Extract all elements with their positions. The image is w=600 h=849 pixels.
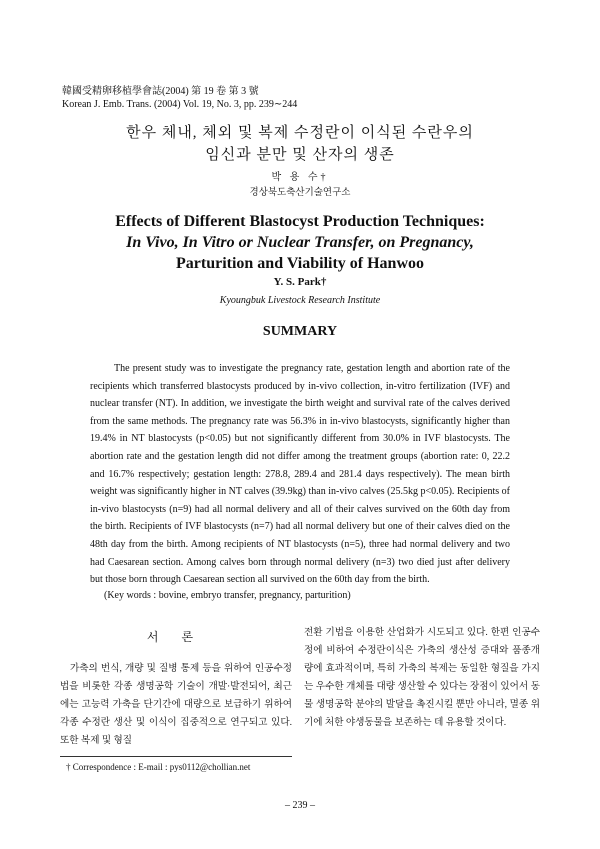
korean-title-line2: 임신과 분만 및 산자의 생존 bbox=[205, 147, 395, 163]
correspondence-footnote: † Correspondence : E-mail : pys0112@chollian.net bbox=[66, 762, 251, 772]
introduction-left-text: 가축의 번식, 개량 및 질병 통제 등을 위하여 인공수정법을 비롯한 각종 생명공학 기술이 개발·발전되어, 최근에는 고능력 가축을 단기간에 대량으로 보급하기 위하여 각종 수정란 생산 및 이식이 집중적으로 연구되고 있다. 또한 복제 및 형질 bbox=[60, 663, 292, 746]
page-number: – 239 – bbox=[285, 800, 315, 811]
journal-header-korean: 韓國受精卵移植學會誌(2004) 第 19 卷 第 3 號 bbox=[62, 86, 259, 97]
korean-title-line1: 한우 체내, 체외 및 복제 수정란이 이식된 수란우의 bbox=[126, 125, 474, 141]
journal-header-english: Korean J. Emb. Trans. (2004) Vol. 19, No. 3, pp. 239∼244 bbox=[62, 99, 298, 110]
english-title-line1: Effects of Different Blastocyst Production Techniques: bbox=[115, 213, 485, 230]
korean-affiliation: 경상북도축산기술연구소 bbox=[249, 188, 351, 198]
introduction-right-text: 전환 기법을 이용한 산업화가 시도되고 있다. 한편 인공수정에 비하여 수정란이식은 가축의 생산성 증대와 품종개량에 효과적이며, 특히 가축의 복제는 동일한 형질을 가지는 우수한 개체를 대량 생산할 수 있다는 장점이 있어서 동물 생명공학 분야의 발달을 촉진시킬 뿐만 아니라, 멸종 위기에 처한 야생동물을 보존하는 데 유용할 것이다. bbox=[304, 627, 540, 728]
english-author: Y. S. Park† bbox=[273, 276, 327, 288]
keywords: (Key words : bovine, embryo transfer, pregnancy, parturition) bbox=[104, 590, 351, 601]
abstract-body bbox=[90, 360, 510, 589]
introduction-right-column bbox=[304, 624, 540, 732]
summary-heading: SUMMARY bbox=[262, 324, 338, 339]
introduction-left-column bbox=[60, 660, 292, 750]
english-affiliation: Kyoungbuk Livestock Research Institute bbox=[219, 295, 381, 306]
footnote-divider bbox=[60, 756, 292, 757]
english-title-line3: Parturition and Viability of Hanwoo bbox=[175, 255, 425, 272]
english-title-line2: In Vivo, In Vitro or Nuclear Transfer, on Pregnancy, bbox=[126, 234, 474, 251]
abstract-text: The present study was to investigate the pregnancy rate, gestation length and abortion rate of the recipients which transferred blastocysts produced by in-vivo collection, in-vitro fertilization (IVF) and nuclear transfer (NT). In addition, we investigate the birth weight and survival rate of the calves derived from the same methods. The pregnancy rate was 56.3% in in-vivo blastocysts, significantly higher than 19.4% in NT blastocysts (p<0.05) but not significantly different from 30.0% in IVF blastocysts. The abortion rate and the gestation length did not differ among the treatment groups (abortion rate: 0, 22.2 and 16.7% respectively; gestation length: 278.8, 289.4 and 281.4 days respectively). The mean birth weight was significantly higher in NT calves (39.9kg) than in-vivo calves (25.5kg p<0.05). Recipients of in-vivo blastocysts (n=9) had all normal delivery and all of their calves survived on the 60th day from the birth. Recipients of IVF blastocysts (n=7) had all normal delivery but one of their calves died on the 48th day from the birth. Among recipients of NT blastocysts (n=5), three had normal delivery and two had Caesarean section. Among calves born through normal delivery (n=3) two died just after delivery but those born through Caesarean section all survived on the 60th day from the birth. bbox=[90, 363, 510, 586]
korean-author: 박 용 수† bbox=[271, 172, 329, 183]
introduction-heading: 서 론 bbox=[146, 630, 204, 644]
